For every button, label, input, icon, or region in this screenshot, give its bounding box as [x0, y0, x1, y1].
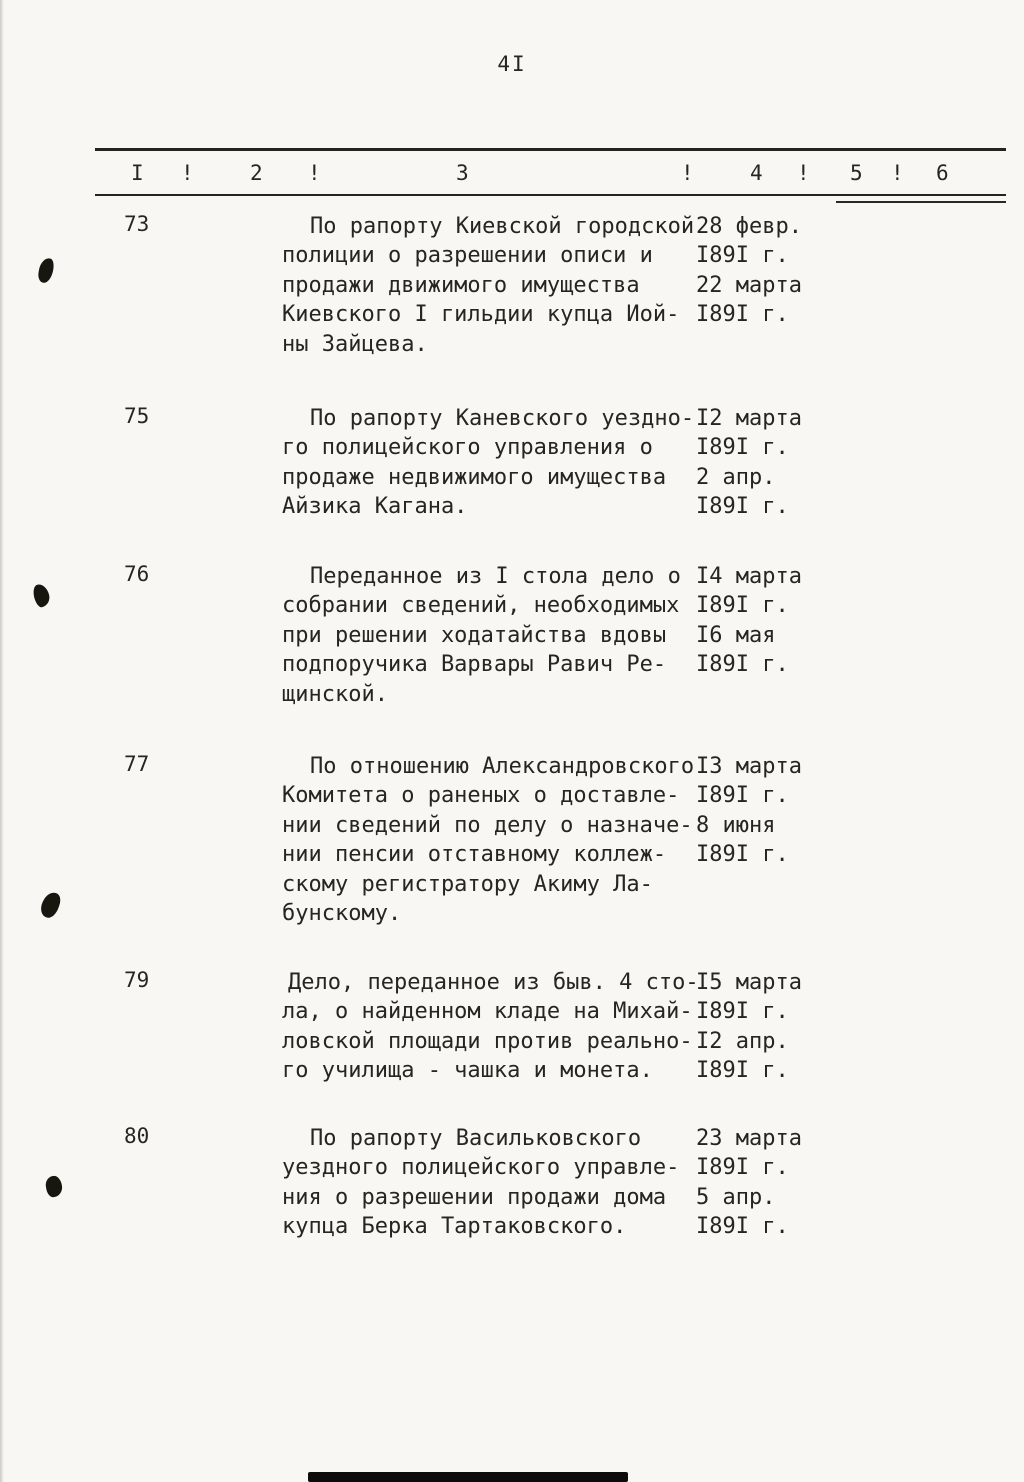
entry-date: I4 марта [696, 564, 802, 589]
entry-text: ны Зайцева. [282, 331, 428, 357]
entry-date: I5 марта [696, 970, 802, 995]
header-col-5: 5 [850, 161, 863, 185]
entry-line [282, 300, 1022, 329]
entry-date: I89I г. [696, 243, 789, 269]
entry-body [282, 752, 1022, 928]
entry-date: I89I г. [696, 1214, 789, 1240]
entry-line [282, 650, 1022, 679]
ink-blot-4 [45, 1175, 64, 1198]
entry-text: собрании сведений, необходимых [282, 593, 680, 619]
entry-text: ния о разрешении продажи дома [282, 1184, 667, 1210]
header-separator: ! [891, 161, 904, 185]
entry-line [282, 271, 1022, 300]
entry-line [282, 968, 1022, 997]
entry-line [282, 433, 1022, 462]
entry-text: бунскому. [282, 900, 402, 926]
entry-line [282, 591, 1022, 620]
header-col-6: 6 [936, 161, 949, 185]
entry-date: I6 мая [696, 622, 776, 648]
entry-line [282, 1027, 1022, 1056]
entry-line [282, 811, 1022, 840]
entry-text: нии сведений по делу о назначе- [282, 812, 693, 838]
entry-text: Айзика Кагана. [282, 494, 468, 520]
entry-text: подпоручика Варвары Равич Ре- [282, 652, 667, 678]
entry-line [282, 1183, 1022, 1212]
entry-date: 8 июня [696, 812, 776, 838]
entry-line [282, 752, 1022, 781]
entry-line [282, 899, 1022, 928]
entry-date: I89I г. [696, 652, 789, 678]
entry-line [282, 1212, 1022, 1241]
entry-body [282, 562, 1022, 709]
entry-date: I2 апр. [696, 1028, 789, 1054]
entry-text: го полицейского управления о [282, 435, 653, 461]
entry-line [282, 997, 1022, 1026]
entry-text: при решении ходатайства вдовы [282, 622, 667, 648]
entry-text: Комитета о раненых о доставле- [282, 783, 680, 809]
table-header [95, 148, 1006, 196]
entry-number: 77 [124, 752, 150, 776]
header-underline-right [836, 201, 1006, 203]
entry-line [282, 492, 1022, 521]
entry-line [282, 562, 1022, 591]
entry-number: 80 [124, 1124, 150, 1148]
entry-number: 75 [124, 404, 150, 428]
entry-line [282, 404, 1022, 433]
entry-text: нии пенсии отставному коллеж- [282, 842, 667, 868]
entry-body [282, 1124, 1022, 1242]
entry-date: 28 февр. [696, 214, 802, 239]
entry-text: купца Берка Тартаковского. [282, 1214, 627, 1240]
entry-body [282, 404, 1022, 522]
entry-date: I89I г. [696, 302, 789, 328]
entry-line [282, 241, 1022, 270]
entry-text: ла, о найденном кладе на Михай- [282, 999, 693, 1025]
header-separator: ! [181, 161, 194, 185]
entry-text: продажи движимого имущества [282, 272, 640, 298]
entry-number: 79 [124, 968, 150, 992]
entry-text: Киевского I гильдии купца Иой- [282, 302, 680, 328]
entry-date: 22 марта [696, 272, 802, 298]
entry-date: I2 марта [696, 406, 802, 431]
entry-line [282, 330, 1022, 359]
entry-body [282, 212, 1022, 359]
entry-text: го училища - чашка и монета. [282, 1058, 653, 1084]
entry-date: I89I г. [696, 593, 789, 619]
entry-date: I89I г. [696, 1155, 789, 1181]
header-col-2: 2 [250, 161, 263, 185]
ink-blot-1 [37, 257, 55, 284]
entry-text: полиции о разрешении описи и [282, 243, 653, 269]
entry-line [282, 680, 1022, 709]
ink-blot-3 [38, 890, 62, 920]
entry-text: ловской площади против реально- [282, 1028, 693, 1054]
entry-date: I89I г. [696, 783, 789, 809]
entry-date: I3 марта [696, 754, 802, 779]
entry-line [282, 212, 1022, 241]
entry-text: По рапорту Васильковского [310, 1126, 642, 1151]
scan-artifact-bar [308, 1472, 628, 1482]
entry-text: продаже недвижимого имущества [282, 464, 667, 490]
entry-line [282, 1124, 1022, 1153]
entry-text: Переданное из I стола дело о [310, 564, 681, 589]
entry-date: I89I г. [696, 842, 789, 868]
entry-date: I89I г. [696, 1058, 789, 1084]
header-separator: ! [308, 161, 321, 185]
entry-line [282, 463, 1022, 492]
page-number: 4I [497, 52, 527, 76]
entry-line [282, 840, 1022, 869]
entry-number: 76 [124, 562, 150, 586]
entry-date: 5 апр. [696, 1184, 776, 1210]
entry-text: Дело, переданное из быв. 4 сто- [288, 970, 699, 995]
entry-line [282, 1056, 1022, 1085]
entry-text: По отношению Александровского [310, 754, 695, 779]
entry-date: 23 марта [696, 1126, 802, 1151]
entry-text: щинской. [282, 681, 388, 707]
entry-body [282, 968, 1022, 1086]
entry-text: скому регистратору Акиму Ла- [282, 871, 653, 897]
header-col-3: 3 [456, 161, 469, 185]
entry-line [282, 781, 1022, 810]
header-separator: ! [797, 161, 810, 185]
entry-date: 2 апр. [696, 464, 776, 490]
entry-date: I89I г. [696, 999, 789, 1025]
header-col-1: I [131, 161, 144, 185]
entry-line [282, 621, 1022, 650]
entry-line [282, 870, 1022, 899]
ink-blot-2 [31, 583, 51, 609]
entry-text: уездного полицейского управле- [282, 1155, 680, 1181]
entry-date: I89I г. [696, 494, 789, 520]
entry-date: I89I г. [696, 435, 789, 461]
header-col-4: 4 [750, 161, 763, 185]
header-separator: ! [681, 161, 694, 185]
entry-text: По рапорту Каневского уездно- [310, 406, 695, 431]
entry-line [282, 1153, 1022, 1182]
entry-text: По рапорту Киевской городской [310, 214, 695, 239]
entry-number: 73 [124, 212, 150, 236]
